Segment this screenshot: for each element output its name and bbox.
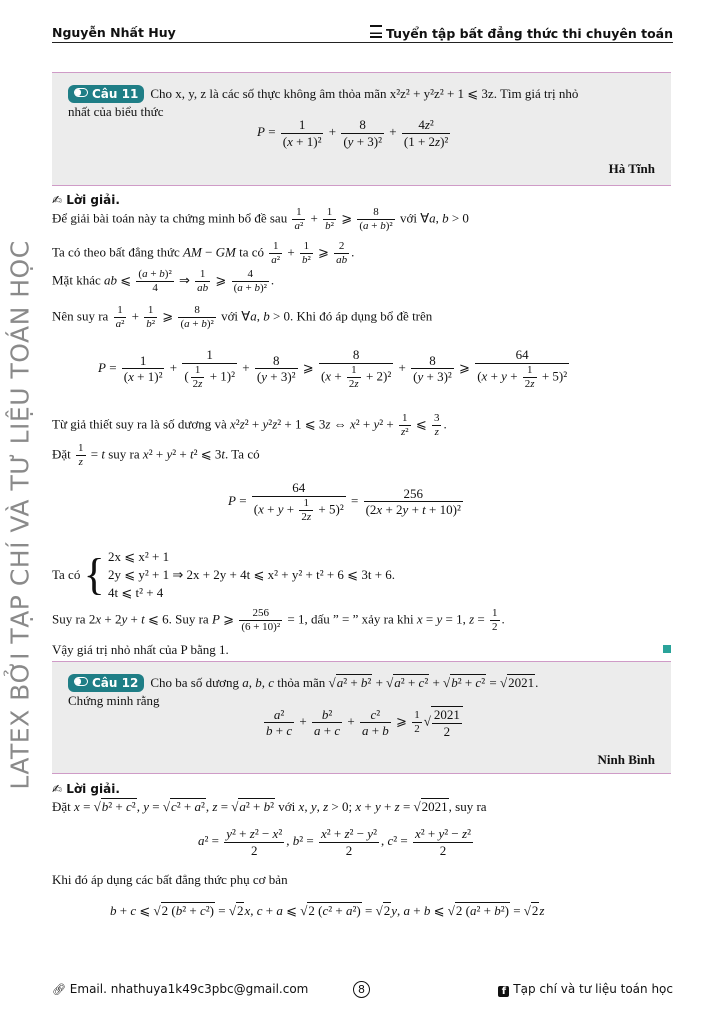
question-12-formula: $\frac{\text{a²}}{b + c}$ + $\frac{\text{b²}}{a + c}$ + $\frac{\text{c²}}{a + b}$ ⩾ $\frac{1}{2}$ √ $\frac{2021}{2}$: [262, 706, 463, 739]
page-footer: [52, 982, 673, 998]
solution-11-formula2: P = 64 (x + y + $\frac{1}{2z}$ + 5)² = $\frac{256}{\text{(2x + 2y + t + 10)²}}$: [228, 480, 461, 523]
solution-11-line3: Mặt khác ab ⩽ $\frac{\text{(a + b)²}}{4}$ ⇒ $\frac{1}{ab}$ ⩾ $\frac{4}{\text{(a + b)²}}$ .: [52, 268, 275, 295]
solution-11-formula1: P = $\frac{1}{\text{(x + 1)²}}$ + 1 ( $\frac{1}{2z}$ + 1)² + $\frac{8}{\text{(y + 3)²}}$ ⩾ 8 (x + $\frac{1}{2z}$ + 2)² + $\frac{8}{\text{(y + 3)²}}$ ⩾ 64 (x + y + $\frac{1}{2z}$ + 5)²: [98, 347, 568, 390]
question-12-box: [52, 661, 671, 774]
question-11-source: Hà Tĩnh: [608, 161, 655, 176]
solution-12-line2: Khi đó áp dụng các bất đẳng thức phụ cơ bản: [52, 872, 288, 887]
solution-11-line4: Nên suy ra $\frac{1}{\text{a²}}$ + $\frac{1}{\text{b²}}$ ⩾ $\frac{8}{\text{(a + b)²}}$ với ∀a, b > 0. Khi đó áp dụng bổ đề trên: [52, 304, 433, 331]
question-11-tag: Câu 11: [68, 85, 144, 103]
solution-11-line1: Để giải bài toán này ta chứng minh bổ đề sau $\frac{1}{\text{a²}}$ + $\frac{1}{\text{b²}}$ ⩾ $\frac{8}{\text{(a + b)²}}$ với ∀a, b > 0: [52, 206, 469, 233]
solution-11-line8: Vậy giá trị nhỏ nhất của P bằng 1.: [52, 642, 229, 657]
book-title: Tuyển tập bất đẳng thức thi chuyên toán: [370, 25, 673, 41]
solution-11-line5: Từ giả thiết suy ra là số dương và x²z² + y²z² + 1 ⩽ 3z ⇔ x² + y² + $\frac{1}{\text{z²}}$ ⩽ $\frac{3}{z}$ .: [52, 412, 447, 439]
solution-11-line6: Đặt $\frac{1}{z}$ = t suy ra x² + y² + t² ⩽ 3t. Ta có: [52, 442, 260, 469]
toggle-icon: [74, 677, 88, 686]
question-11-box: [52, 72, 671, 186]
facebook-icon: f: [498, 986, 509, 997]
question-11-line2: nhất của biểu thức: [68, 104, 164, 119]
page-number: 8: [353, 981, 370, 998]
solution-12-formula1: a² = $\frac{\text{y² + z² − x²}}{2}$ , b² = $\frac{\text{x² + z² − y²}}{2}$ , c² = $\frac{\text{x² + y² − z²}}{2}$: [198, 826, 471, 858]
solution-12-heading: ✍ Lời giải.: [52, 782, 120, 796]
solution-12-formula2: b + c ⩽ √2 (b² + c²) = √2x, c + a ⩽ √2 (c² + a²) = √2y, a + b ⩽ √2 (a² + b²) = √2z: [110, 903, 545, 918]
footer-facebook[interactable]: f Tạp chí và tư liệu toán học: [498, 982, 673, 997]
page-header: [52, 24, 673, 43]
question-12-tag: Câu 12: [68, 674, 144, 692]
solution-11-line2: Ta có theo bất đẳng thức AM − GM ta có $\frac{1}{\text{a²}}$ + $\frac{1}{\text{b²}}$ ⩾ $\frac{2}{ab}$ .: [52, 240, 355, 267]
link-icon: 🔗︎: [52, 983, 66, 996]
question-11-line1: Câu 11 Cho x, y, z là các số thực không âm thỏa mãn x²z² + y²z² + 1 ⩽ 3z. Tìm giá trị nhỏ: [68, 85, 578, 103]
qed-square-icon: [663, 645, 671, 653]
solution-11-line7: Suy ra 2x + 2y + t ⩽ 6. Suy ra P ⩾ $\frac{256}{\text{(6 + 10)²}}$ = 1, dấu ” = ” xảy ra khi x = y = 1, z = $\frac{1}{2}$ .: [52, 607, 505, 634]
question-12-line1: Câu 12 Cho ba số dương a, b, c thỏa mãn √a² + b² + √a² + c² + √b² + c² = √2021.: [68, 674, 538, 692]
solution-11-heading: ✍ Lời giải.: [52, 193, 120, 207]
author-name: Nguyễn Nhất Huy: [52, 25, 176, 40]
footer-email[interactable]: 🔗︎ Email. nhathuya1k49c3pbc@gmail.com: [52, 982, 309, 996]
question-12-source: Ninh Bình: [597, 752, 655, 767]
book-icon: [370, 25, 382, 38]
toggle-icon: [74, 88, 88, 97]
solution-11-system: Ta có { 2x ⩽ x² + 1 2y ⩽ y² + 1 4t ⩽ t² + 4 ⇒ 2x + 2y + 4t ⩽ x² + y² + t² + 6 ⩽ 3t + 6.: [52, 549, 396, 600]
question-12-line2: Chứng minh rằng: [68, 693, 160, 708]
question-11-formula: P = $\frac{1}{\text{(x + 1)²}}$ + $\frac{8}{\text{(y + 3)²}}$ + $\frac{\text{4z²}}{\text{(1 + 2z)²}}$: [257, 117, 449, 149]
side-watermark: LATEX BỞI TẠP CHÍ VÀ TƯ LIỆU TOÁN HỌC: [5, 240, 35, 790]
solution-12-line1: Đặt x = √b² + c², y = √c² + a², z = √a² + b² với x, y, z > 0; x + y + z = √2021, suy ra: [52, 799, 487, 814]
